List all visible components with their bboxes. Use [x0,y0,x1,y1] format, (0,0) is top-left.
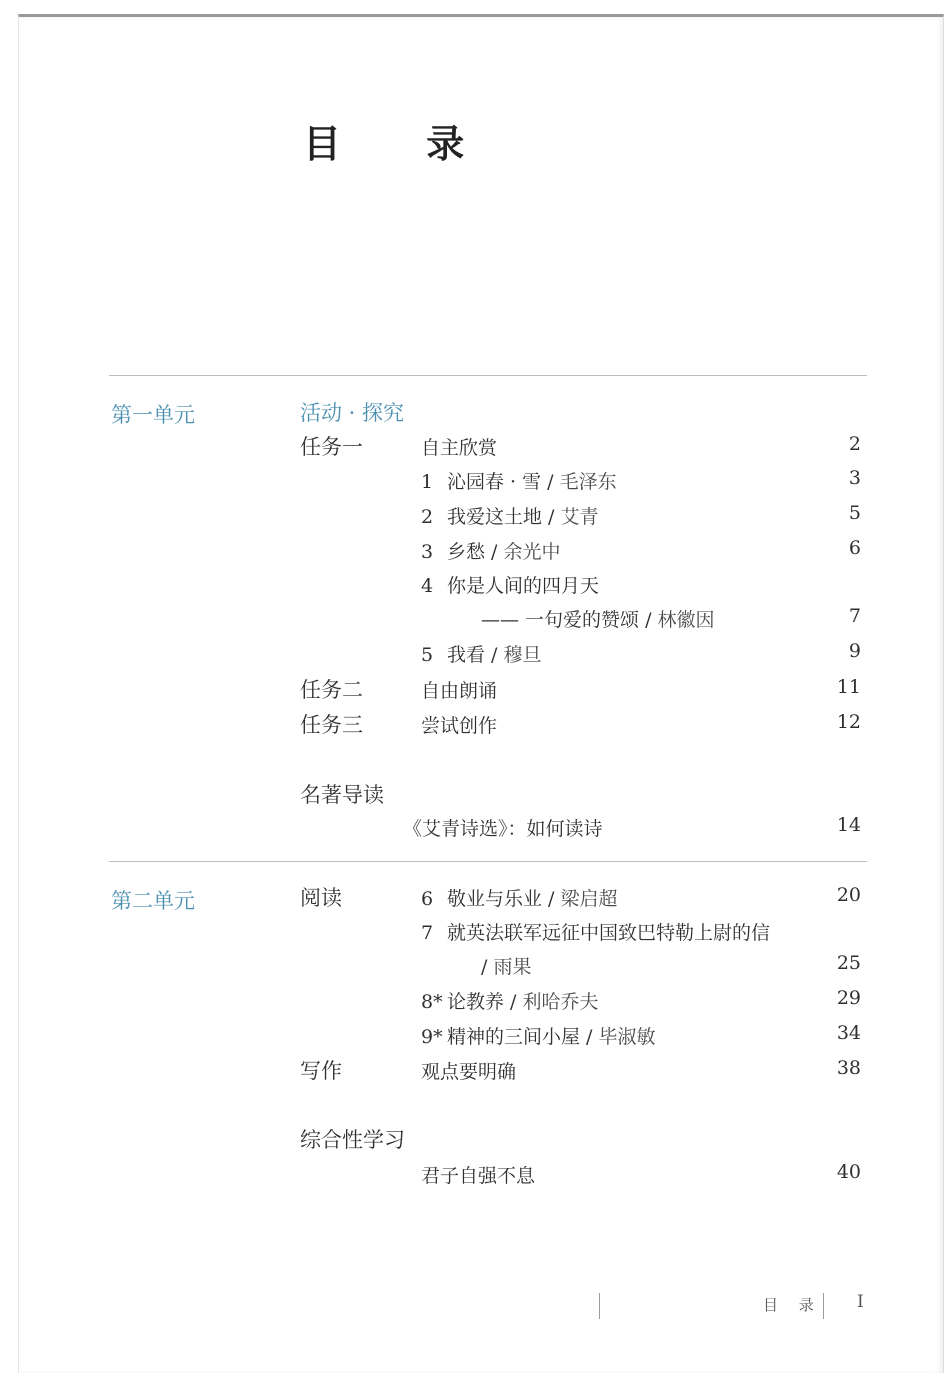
task2-label: 任务二 [300,678,363,702]
toc-entry [421,918,770,945]
unit1-label: 第一单元 [111,403,195,427]
task2-title: 自由朗诵 [421,680,498,702]
toc-entry: 1 沁园春 · 雪 / 毛泽东 [421,471,617,493]
writing-page: 38 [836,1057,861,1079]
unit2-divider [109,861,867,862]
footer-divider-left [599,1293,600,1319]
footer-page-number: I [857,1292,872,1312]
toc-entry: 8* 论教养 / 利哈乔夫 [421,991,599,1013]
reading-guide-label: 名著导读 [300,783,384,807]
unit2-label: 第二单元 [111,889,195,913]
footer-divider-right [823,1293,824,1319]
writing-title: 观点要明确 [421,1061,517,1083]
footer-label: 目 录 [763,1296,822,1314]
entry-number: 6 [421,888,434,910]
reading-label: 阅读 [300,886,342,910]
entry-title: 沁园春 · 雪 [447,471,542,493]
entry-page: 3 [848,467,861,489]
task1-title: 自主欣赏 [421,437,498,459]
entry-title: 乡愁 [447,541,486,563]
entry-page: 20 [836,884,861,906]
comprehensive-page: 40 [836,1161,861,1183]
entry-number: 5 [421,644,434,666]
task1-page: 2 [848,433,861,455]
task3-page: 12 [836,711,861,733]
entry-author: 艾青 [560,506,599,528]
entry-page: 9 [848,640,861,662]
toc-entry: 9* 精神的三间小屋 / 毕淑敏 [421,1026,656,1048]
toc-entry: 2 我爱这土地 / 艾青 [421,506,599,528]
entry-number: 7 [421,922,434,944]
reading-guide-page: 14 [836,814,861,836]
writing-label: 写作 [300,1059,342,1083]
entry-subtitle: —— 一句爱的赞颂 [481,609,640,631]
toc-entry: 3 乡愁 / 余光中 [421,541,561,563]
comprehensive-label: 综合性学习 [300,1128,405,1152]
entry-page: 29 [836,987,861,1009]
entry-author: 林徽因 [657,609,715,631]
entry-number: 8* [421,991,443,1013]
entry-author: 余光中 [503,541,561,563]
entry-number: 4 [421,575,434,597]
entry-title: 就英法联军远征中国致巴特勒上尉的信 [447,922,771,944]
entry-number: 9* [421,1026,443,1048]
entry-author: 穆旦 [503,644,542,666]
page-title: 目 录 [303,121,501,166]
task1-label: 任务一 [300,435,363,459]
toc-entry: 6 敬业与乐业 / 梁启超 [421,888,618,910]
entry-page: 25 [836,952,861,974]
entry-author: 利哈乔夫 [522,991,599,1013]
task2-page: 11 [836,676,861,698]
entry-title: 敬业与乐业 [447,888,543,910]
entry-number: 3 [421,541,434,563]
entry-title: 我看 [447,644,486,666]
toc-entry-continuation: —— 一句爱的赞颂 / 林徽因 [481,609,715,631]
entry-author: 毕淑敏 [598,1026,656,1048]
entry-number: 1 [421,471,434,493]
entry-title: 论教养 [447,991,505,1013]
task3-title: 尝试创作 [421,715,498,737]
comprehensive-title: 君子自强不息 [421,1165,536,1187]
entry-number: 2 [421,506,434,528]
entry-title: 我爱这土地 [447,506,543,528]
toc-entry: 5 我看 / 穆旦 [421,644,542,666]
task3-label: 任务三 [300,713,363,737]
unit1-section-title: 活动 · 探究 [300,401,405,425]
entry-author: 毛泽东 [559,471,617,493]
entry-title: 精神的三间小屋 [447,1026,581,1048]
entry-page: 34 [836,1022,861,1044]
entry-author: 雨果 [493,956,532,978]
scan-margin [0,0,950,14]
toc-entry [421,571,599,598]
entry-page: 5 [848,502,861,524]
entry-title: 你是人间的四月天 [447,575,600,597]
toc-entry-continuation: / 雨果 [481,956,532,978]
entry-author: 梁启超 [560,888,618,910]
unit1-divider [109,375,867,376]
entry-page: 7 [848,605,861,627]
toc-page [18,14,944,1373]
entry-page: 6 [848,537,861,559]
reading-guide-title: 《艾青诗选》：如何读诗 [403,818,603,840]
